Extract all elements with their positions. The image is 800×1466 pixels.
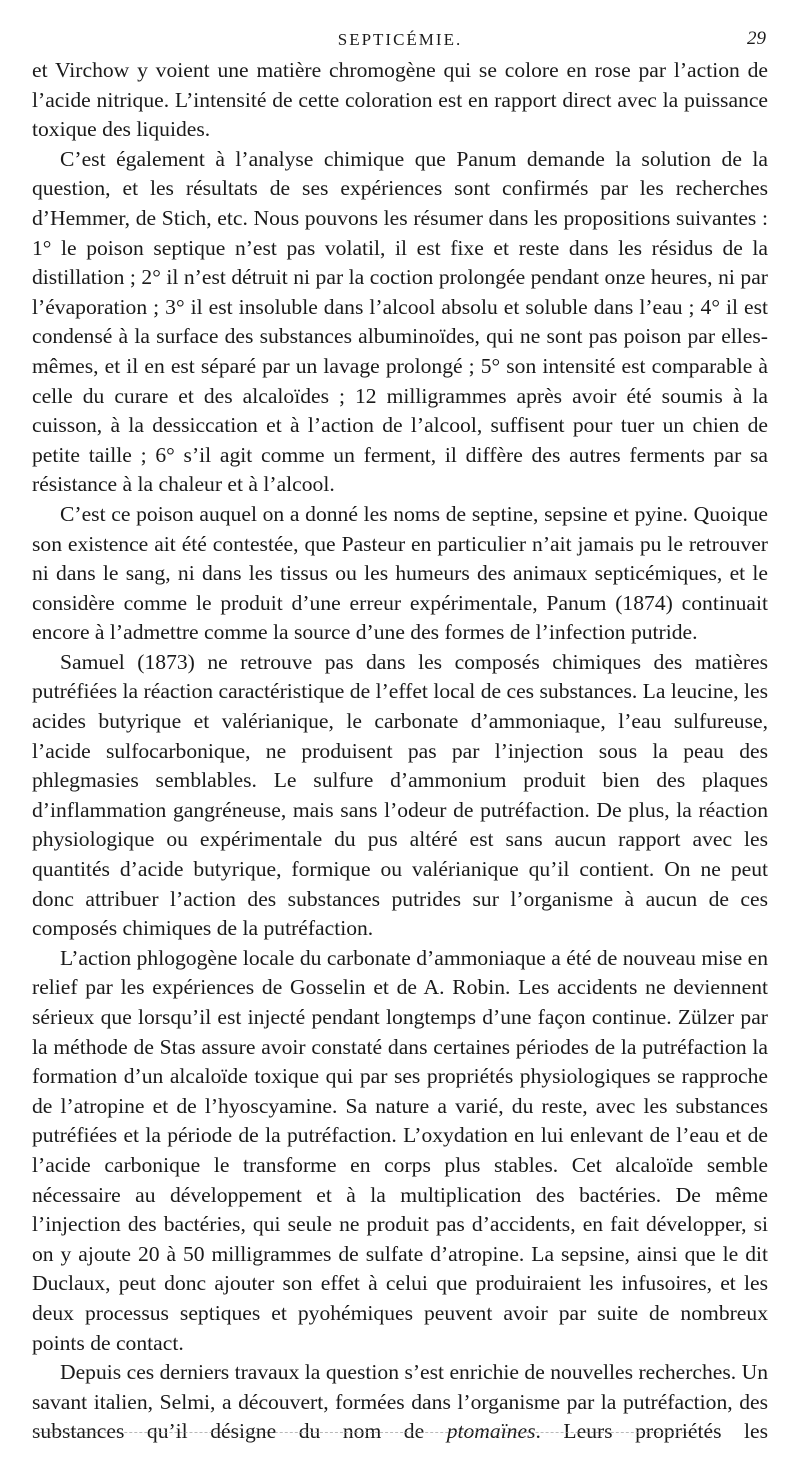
paragraph-3: C’est ce poison auquel on a donné les noms de septine, sepsine et pyine. Quoique son existence ait été contestée, que Pasteur en particulier n’ait jamais pu le retrouver ni dans le sang, ni dans les tissus ou les humeurs des animaux septicémiques, et le considère comme le produit d’une erreur expérimentale, Panum (1874) continuait encore à l’admettre comme la source d’une des formes de l’infection putride. [32, 501, 768, 645]
paragraph-5: L’action phlogogène locale du carbonate d’ammoniaque a été de nouveau mise en relief par les expériences de Gosselin et de A. Robin. Les accidents ne deviennent sérieux que lorsqu’il est injecté pendant longtemps d’une façon continue. Zülzer par la méthode de Stas assure avoir constaté dans certaines périodes de la putréfaction la formation d’un alcaloïde toxique qui par ses propriétés physiologiques se rapproche de l’atropine et de l’hyoscyamine. Sa nature a varié, du reste, avec les substances putréfiées et la période de la putréfaction. L’oxydation en lui enlevant de l’eau et de l’acide carbonique le transforme en corps plus stables. Cet alcaloïde semble nécessaire au développement et à la multiplication des bactéries. De même l’injection des bactéries, qui seule ne produit pas d’accidents, en fait développer, si on y ajoute 20 à 50 milligrammes de sulfate d’atropine. La sepsine, ainsi que le dit Duclaux, peut donc ajouter son effet à celui que produiraient les infusoires, et les deux processus septiques et pyohémiques peuvent avoir par suite de nombreux points de contact. [32, 945, 768, 1355]
book-page [32, 22, 768, 1447]
paragraph-1: et Virchow y voient une matière chromogène qui se colore en rose par l’action de l’acide nitrique. L’intensité de cette coloration est en rapport direct avec la puissance toxique des liquides. [32, 58, 768, 142]
paragraph-6-text-end: . Leurs propriétés les [535, 1419, 768, 1444]
page-bottom-rule [34, 1432, 694, 1433]
body-text [32, 56, 768, 1447]
paragraph-4: Samuel (1873) ne retrouve pas dans les composés chimiques des matières putréfiées la réaction caractéristique de l’effet local de ces substances. La leucine, les acides butyrique et valérianique, le carbonate d’ammoniaque, l’eau sulfureuse, l’acide sulfocarbonique, ne produisent pas par l’injection sous la peau des phlegmasies semblables. Le sulfure d’ammonium produit bien des plaques d’inflammation gangréneuse, mais sans l’odeur de putréfaction. De plus, la réaction physiologique ou expérimentale du pus altéré est sans aucun rapport avec les quantités d’acide butyrique, formique ou valérianique qu’il contient. On ne peut donc attribuer l’action des substances putrides sur l’organisme à aucun de ces composés chimiques de la putréfaction. [32, 649, 768, 941]
paragraph-6-text-start: Depuis ces derniers travaux la question s’est enrichie de nouvelles recherches. Un savant italien, Selmi, a découvert, formées dans l’organisme par la putréfaction, des substances qu’il désigne du nom de [32, 1360, 768, 1444]
running-header [32, 22, 768, 56]
running-title: SEPTICÉMIE. [337, 30, 463, 49]
term-ptomaines: ptomaïnes [446, 1419, 536, 1444]
paragraph-6 [32, 1358, 768, 1447]
page-number: 29 [747, 28, 766, 49]
paragraph-2: C’est également à l’analyse chimique que Panum demande la solution de la question, et les résultats de ses expériences sont confirmés par les recherches d’Hemmer, de Stich, etc. Nous pouvons les résumer dans les propositions suivantes : 1° le poison septique n’est pas volatil, il est fixe et reste dans les résidus de la distillation ; 2° il n’est détruit ni par la coction prolongée pendant onze heures, ni par l’évaporation ; 3° il est insoluble dans l’alcool absolu et soluble dans l’eau ; 4° il est condensé à la surface des substances albuminoïdes, qui ne sont pas poison par elles-mêmes, et il en est séparé par un lavage prolongé ; 5° son intensité est comparable à celle du curare et des alcaloïdes ; 12 milligrammes après avoir été soumis à la cuisson, à la dessiccation et à l’action de l’alcool, suffisent pour tuer un chien de petite taille ; 6° s’il agit comme un ferment, il diffère des autres ferments par sa résistance à la chaleur et à l’alcool. [32, 146, 768, 497]
